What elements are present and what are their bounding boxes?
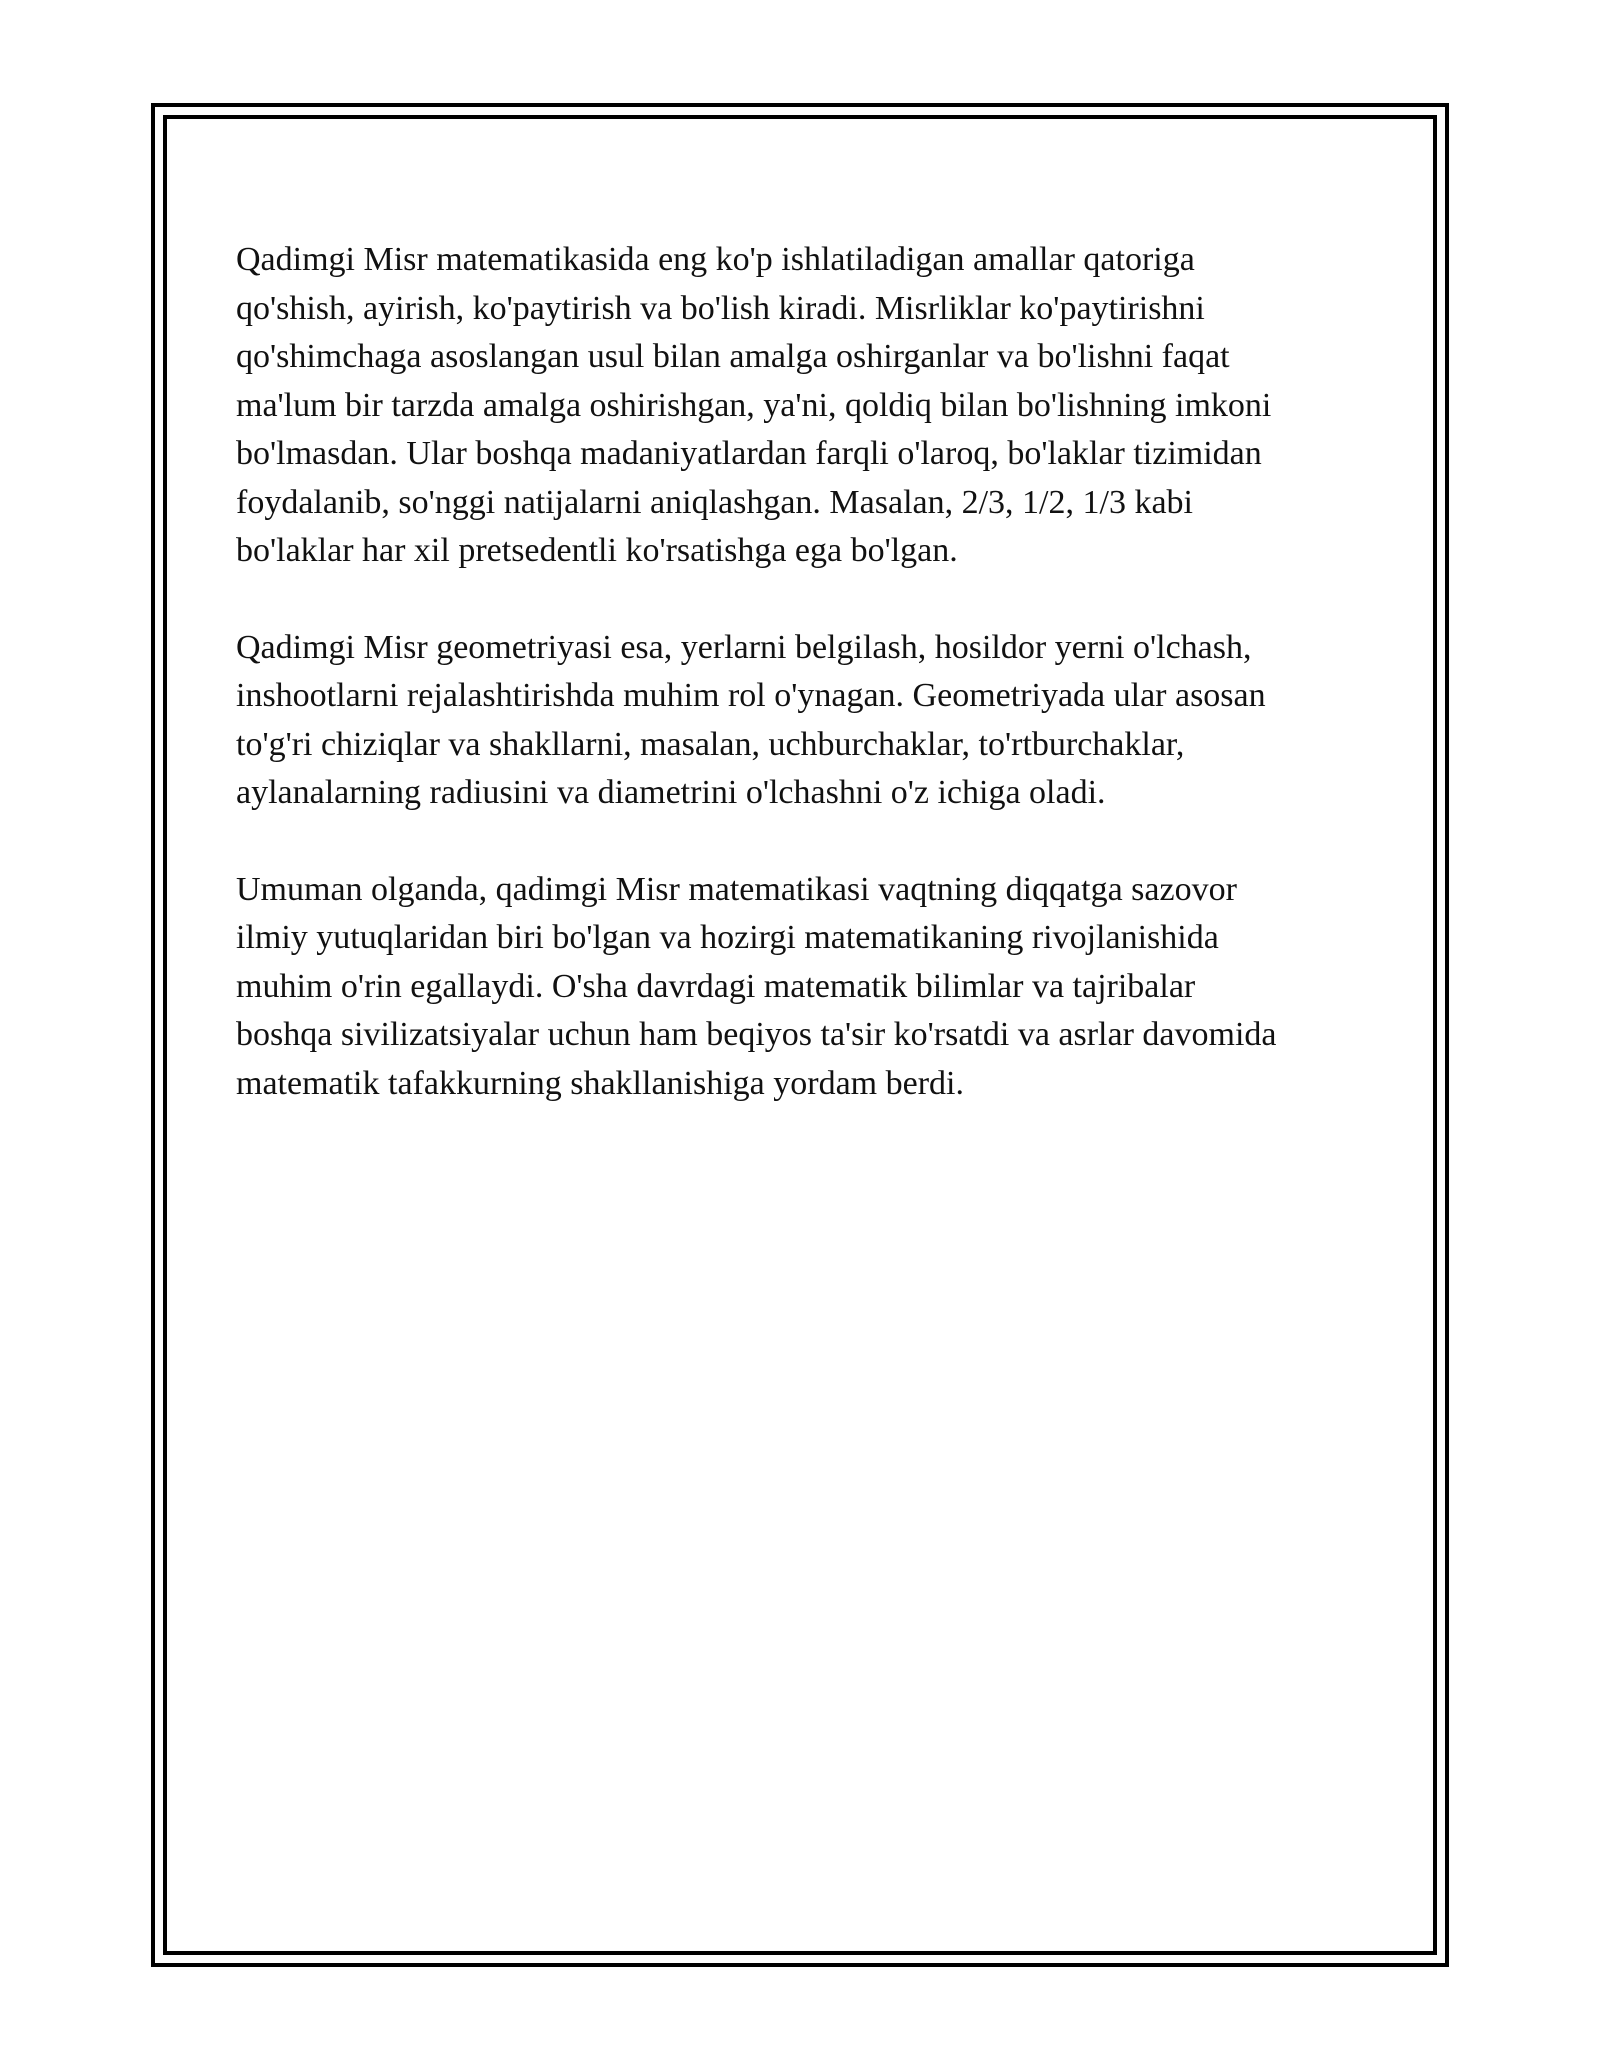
document-body	[236, 236, 1376, 1156]
text-line: Qadimgi Misr geometriyasi esa, yerlarni belgilash, hosildor yerni o'lchash,	[236, 628, 1252, 666]
text-line: matematik tafakkurning shakllanishiga yordam berdi.	[236, 1064, 964, 1102]
text-line: qo'shimchaga asoslangan usul bilan amalga oshirganlar va bo'lishni faqat	[236, 338, 1230, 375]
text-line: Qadimgi Misr matematikasida eng ko'p ishlatiladigan amallar qatoriga	[236, 241, 1195, 278]
text-line: Umuman olganda, qadimgi Misr matematikasi vaqtning diqqatga sazovor	[236, 870, 1237, 908]
text-line: bo'lmasdan. Ular boshqa madaniyatlardan farqli o'laroq, bo'laklar tizimidan	[236, 435, 1262, 472]
text-line: to'g'ri chiziqlar va shakllarni, masalan, uchburchaklar, to'rtburchaklar,	[236, 725, 1185, 763]
text-line: inshootlarni rejalashtirishda muhim rol o'ynagan. Geometriyada ular asosan	[236, 677, 1266, 714]
text-line: foydalanib, so'nggi natijalarni aniqlashgan. Masalan, 2/3, 1/2, 1/3 kabi	[236, 483, 1193, 521]
text-line: muhim o'rin egallaydi. O'sha davrdagi matematik bilimlar va tajribalar	[236, 967, 1196, 1005]
text-line: ma'lum bir tarzda amalga oshirishgan, ya'ni, qoldiq bilan bo'lishning imkoni	[236, 386, 1272, 424]
paragraph-3	[236, 866, 1376, 1109]
text-line: aylanalarning radiusini va diametrini o'lchashni o'z ichiga oladi.	[236, 774, 1106, 811]
paragraph-2	[236, 624, 1376, 818]
text-line: qo'shish, ayirish, ko'paytirish va bo'lish kiradi. Misrliklar ko'paytirishni	[236, 289, 1205, 327]
text-line: ilmiy yutuqlaridan biri bo'lgan va hozirgi matematikaning rivojlanishida	[236, 919, 1219, 956]
text-line: bo'laklar har xil pretsedentli ko'rsatishga ega bo'lgan.	[236, 532, 958, 569]
text-line: boshqa sivilizatsiyalar uchun ham beqiyos ta'sir ko'rsatdi va asrlar davomida	[236, 1016, 1277, 1053]
paragraph-1	[236, 236, 1376, 576]
